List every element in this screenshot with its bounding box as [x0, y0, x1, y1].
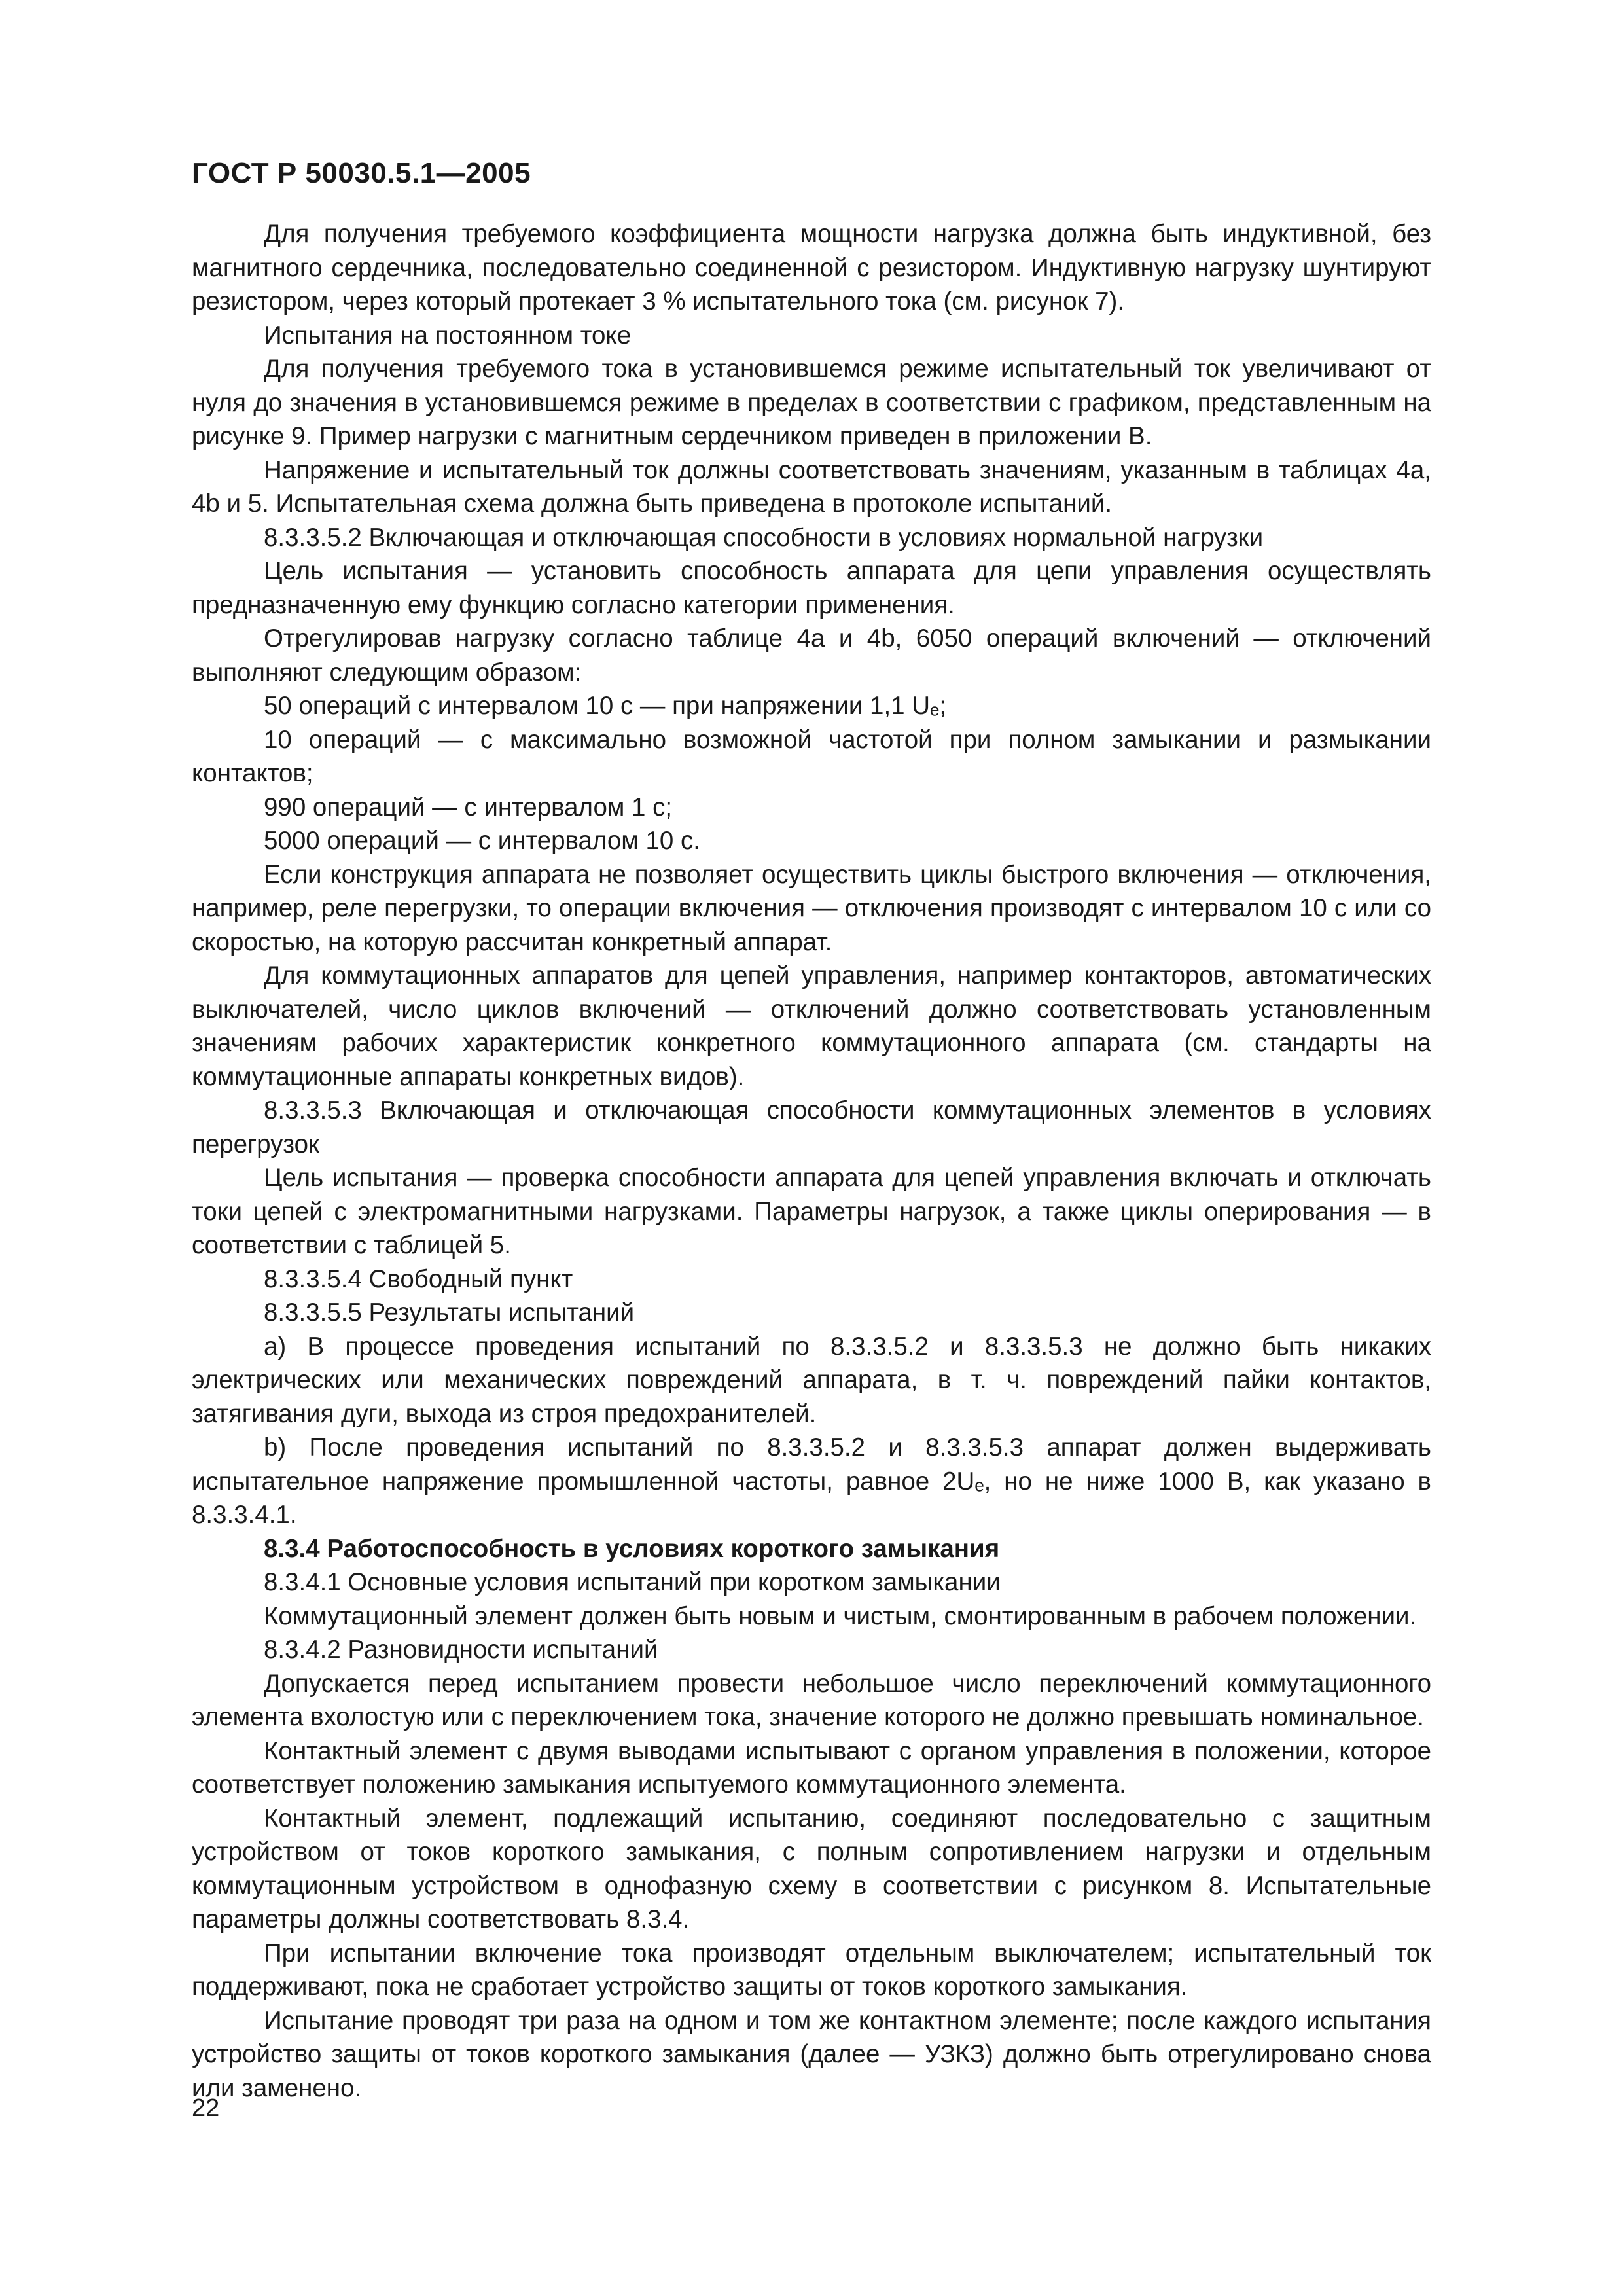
paragraph: Испытания на постоянном токе: [264, 321, 632, 350]
document-body: [192, 217, 1431, 2105]
paragraph: Контактный элемент с двумя выводами испытывают с органом управления в положении, которое соответствует положению замыкания испытуемого коммутационного элемента.: [192, 1736, 1431, 1799]
section-heading: 8.3.4.2 Разновидности испытаний: [264, 1636, 658, 1664]
paragraph: Допускается перед испытанием провести небольшое число переключений коммутационного элемента вхолостую или с переключением тока, значение которого не должно превышать номинальное.: [192, 1669, 1431, 1731]
paragraph: Напряжение и испытательный ток должны соответствовать значениям, указанным в таблицах 4a, 4b и 5. Испытательная схема должна быть приведена в протоколе испытаний.: [192, 456, 1431, 518]
section-heading: 8.3.3.5.4 Свободный пункт: [264, 1265, 573, 1293]
section-heading: 8.3.3.5.2 Включающая и отключающая способности в условиях нормальной нагрузки: [264, 523, 1264, 552]
list-item: 50 операций с интервалом 10 с — при напряжении 1,1 Uₑ;: [264, 692, 947, 720]
paragraph: Коммутационный элемент должен быть новым и чистым, смонтированным в рабочем положении.: [264, 1602, 1417, 1630]
list-item: 5000 операций — с интервалом 10 с.: [264, 827, 700, 855]
paragraph: Если конструкция аппарата не позволяет осуществить циклы быстрого включения — отключения, например, реле перегрузки, то операции включения — отключения производят с интервалом 10 с или со скоростью, на которую рассчитан конкретный аппарат.: [192, 860, 1431, 956]
paragraph: Для получения требуемого коэффициента мощности нагрузка должна быть индуктивной, без магнитного сердечника, последовательно соединенной с резистором. Индуктивную нагрузку шунтируют резистором, через который протекает 3 % испытательного тока (см. рисунок 7).: [192, 220, 1431, 315]
section-heading: 8.3.4.1 Основные условия испытаний при коротком замыкании: [264, 1568, 1001, 1596]
section-heading: 8.3.3.5.5 Результаты испытаний: [264, 1299, 635, 1327]
list-item: a) В процессе проведения испытаний по 8.3.3.5.2 и 8.3.3.5.3 не должно быть никаких электрических или механических повреждений аппарата, в т. ч. повреждений пайки контактов, затягивания дуги, выхода из строя предохранителей.: [192, 1332, 1431, 1428]
paragraph: Контактный элемент, подлежащий испытанию, соединяют последовательно с защитным устройством от токов короткого замыкания, с полным сопротивлением нагрузки и отдельным коммутационным устройством в однофазную схему в соответствии с рисунком 8. Испытательные параметры должны соответствовать 8.3.4.: [192, 1804, 1431, 1933]
page-number: 22: [192, 2094, 220, 2122]
section-heading-bold: 8.3.4 Работоспособность в условиях короткого замыкания: [264, 1534, 1000, 1563]
list-item: b) После проведения испытаний по 8.3.3.5.2 и 8.3.3.5.3 аппарат должен выдерживать испытательное напряжение промышленной частоты, равное 2Uₑ, но не ниже 1000 В, как указано в 8.3.3.4.1.: [192, 1433, 1431, 1529]
paragraph: Отрегулировав нагрузку согласно таблице 4a и 4b, 6050 операций включений — отключений выполняют следующим образом:: [192, 624, 1431, 687]
paragraph: Для коммутационных аппаратов для цепей управления, например контакторов, автоматических выключателей, число циклов включений — отключений должно соответствовать установленным значениям рабочих характеристик конкретного коммутационного аппарата (см. стандарты на коммутационные аппараты конкретных видов).: [192, 961, 1431, 1091]
paragraph: Цель испытания — установить способность аппарата для цепи управления осуществлять предназначенную ему функцию согласно категории применения.: [192, 557, 1431, 619]
list-item: 10 операций — с максимально возможной частотой при полном замыкании и размыкании контактов;: [192, 725, 1431, 787]
paragraph: Испытание проводят три раза на одном и том же контактном элементе; после каждого испытания устройство защиты от токов короткого замыкания (далее — УЗКЗ) должно быть отрегулировано снова или заменено.: [192, 2006, 1431, 2102]
paragraph: Для получения требуемого тока в установившемся режиме испытательный ток увеличивают от нуля до значения в установившемся режиме в пределах в соответствии с графиком, представленным на рисунке 9. Пример нагрузки с магнитным сердечником приведен в приложении В.: [192, 355, 1431, 450]
paragraph: Цель испытания — проверка способности аппарата для цепей управления включать и отключать токи цепей с электромагнитными нагрузками. Параметры нагрузок, а также циклы оперирования — в соответствии с таблицей 5.: [192, 1164, 1431, 1259]
list-item: 990 операций — с интервалом 1 с;: [264, 793, 673, 821]
paragraph: При испытании включение тока производят отдельным выключателем; испытательный ток поддерживают, пока не сработает устройство защиты от токов короткого замыкания.: [192, 1939, 1431, 2001]
section-heading: 8.3.3.5.3 Включающая и отключающая способности коммутационных элементов в условиях перегрузок: [192, 1096, 1431, 1158]
document-header: ГОСТ Р 50030.5.1—2005: [192, 157, 531, 189]
